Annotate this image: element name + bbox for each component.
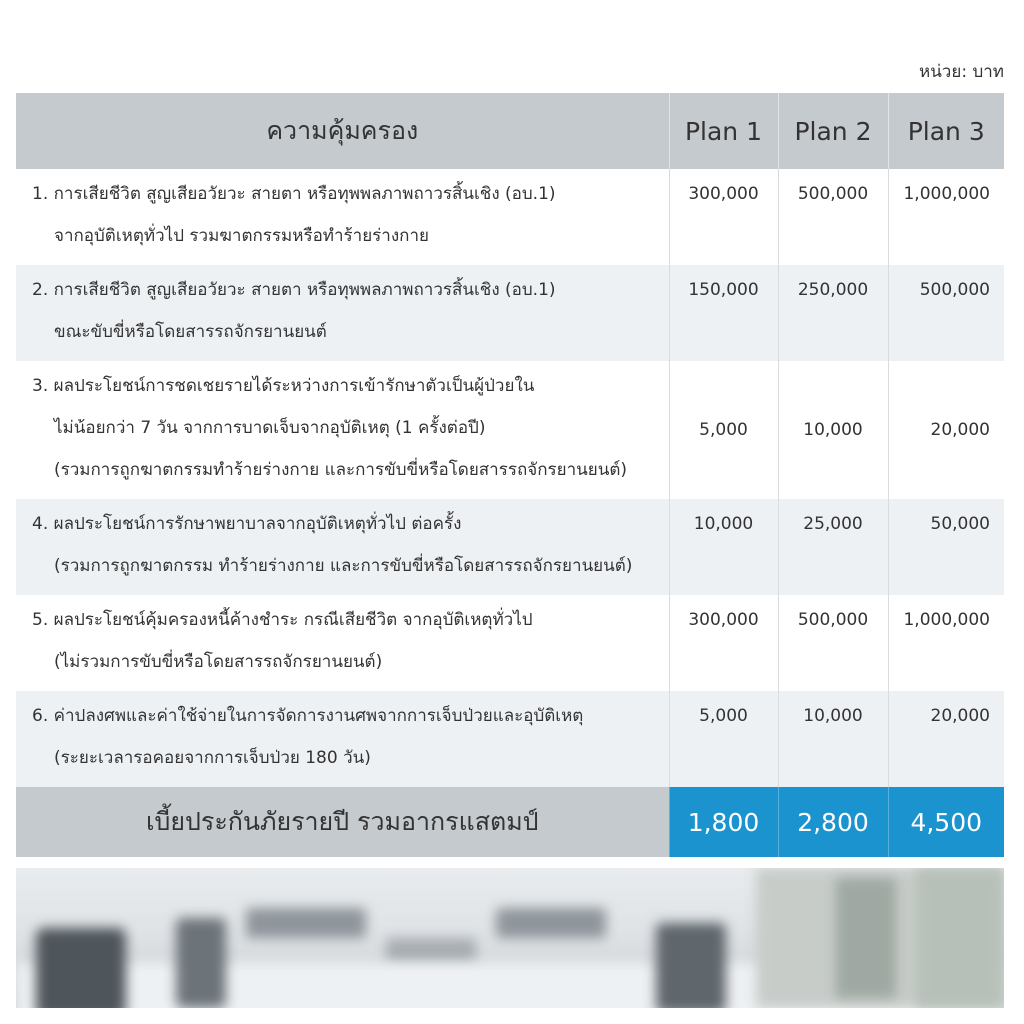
unit-label: หน่วย: บาท xyxy=(918,62,1004,82)
plan-3-header: Plan 3 xyxy=(888,93,1004,169)
plan-3-value: 500,000 xyxy=(888,265,1004,361)
table-row xyxy=(16,499,1004,595)
plan-3-value: 1,000,000 xyxy=(888,595,1004,691)
plan-2-value: 10,000 xyxy=(778,361,888,499)
table-row xyxy=(16,691,1004,787)
description-line: 6. ค่าปลงศพและค่าใช้จ่ายในการจัดการงานศพจากการเจ็บป่วยและอุบัติเหตุ xyxy=(32,706,584,726)
table-row xyxy=(16,265,1004,361)
plan-1-premium: 1,800 xyxy=(669,787,778,857)
plan-2-value: 500,000 xyxy=(778,169,888,265)
description-line: ไม่น้อยกว่า 7 วัน จากการบาดเจ็บจากอุบัติเหตุ (1 ครั้งต่อปี) xyxy=(54,418,486,438)
premium-total-label: เบี้ยประกันภัยรายปี รวมอากรแสตมป์ xyxy=(16,787,669,857)
description-line: 2. การเสียชีวิต สูญเสียอวัยวะ สายตา หรือทุพพลภาพถาวรสิ้นเชิง (อบ.1) xyxy=(32,280,556,300)
plan-1-value: 300,000 xyxy=(669,595,778,691)
plan-1-header: Plan 1 xyxy=(669,93,778,169)
plan-1-value: 10,000 xyxy=(669,499,778,595)
plan-2-value: 25,000 xyxy=(778,499,888,595)
plan-3-premium: 4,500 xyxy=(888,787,1004,857)
description-line: (รวมการถูกฆาตกรรม ทำร้ายร่างกาย และการขับขี่หรือโดยสารรถจักรยานยนต์) xyxy=(54,556,633,576)
plan-1-value: 5,000 xyxy=(669,691,778,787)
coverage-description xyxy=(16,361,669,499)
description-line: 5. ผลประโยชน์คุ้มครองหนี้ค้างชำระ กรณีเสียชีวิต จากอุบัติเหตุทั่วไป xyxy=(32,610,533,630)
description-line: จากอุบัติเหตุทั่วไป รวมฆาตกรรมหรือทำร้ายร่างกาย xyxy=(54,226,429,246)
plan-2-value: 500,000 xyxy=(778,595,888,691)
plan-3-value: 1,000,000 xyxy=(888,169,1004,265)
coverage-description xyxy=(16,595,669,691)
plan-3-value: 20,000 xyxy=(888,361,1004,499)
description-line: (ไม่รวมการขับขี่หรือโดยสารรถจักรยานยนต์) xyxy=(54,652,383,672)
description-line: 3. ผลประโยชน์การชดเชยรายได้ระหว่างการเข้ารักษาตัวเป็นผู้ป่วยใน xyxy=(32,376,535,396)
coverage-table xyxy=(16,93,1004,857)
description-line: 1. การเสียชีวิต สูญเสียอวัยวะ สายตา หรือทุพพลภาพถาวรสิ้นเชิง (อบ.1) xyxy=(32,184,556,204)
table-row xyxy=(16,361,1004,499)
plan-2-header: Plan 2 xyxy=(778,93,888,169)
office-background-photo xyxy=(16,868,1004,1008)
coverage-header: ความคุ้มครอง xyxy=(16,93,669,169)
plan-3-value: 50,000 xyxy=(888,499,1004,595)
plan-2-value: 250,000 xyxy=(778,265,888,361)
table-row xyxy=(16,169,1004,265)
coverage-description xyxy=(16,265,669,361)
plan-1-value: 150,000 xyxy=(669,265,778,361)
coverage-description xyxy=(16,169,669,265)
table-row xyxy=(16,595,1004,691)
description-line: (ระยะเวลารอคอยจากการเจ็บป่วย 180 วัน) xyxy=(54,748,371,768)
description-line: (รวมการถูกฆาตกรรมทำร้ายร่างกาย และการขับขี่หรือโดยสารรถจักรยานยนต์) xyxy=(54,460,628,480)
plan-3-value: 20,000 xyxy=(888,691,1004,787)
description-line: 4. ผลประโยชน์การรักษาพยาบาลจากอุบัติเหตุทั่วไป ต่อครั้ง xyxy=(32,514,462,534)
description-line: ขณะขับขี่หรือโดยสารรถจักรยานยนต์ xyxy=(54,322,327,342)
plan-1-value: 300,000 xyxy=(669,169,778,265)
coverage-description xyxy=(16,691,669,787)
plan-1-value: 5,000 xyxy=(669,361,778,499)
premium-total-row xyxy=(16,787,1004,857)
coverage-description xyxy=(16,499,669,595)
table-header-row xyxy=(16,93,1004,169)
plan-2-premium: 2,800 xyxy=(778,787,888,857)
plan-2-value: 10,000 xyxy=(778,691,888,787)
